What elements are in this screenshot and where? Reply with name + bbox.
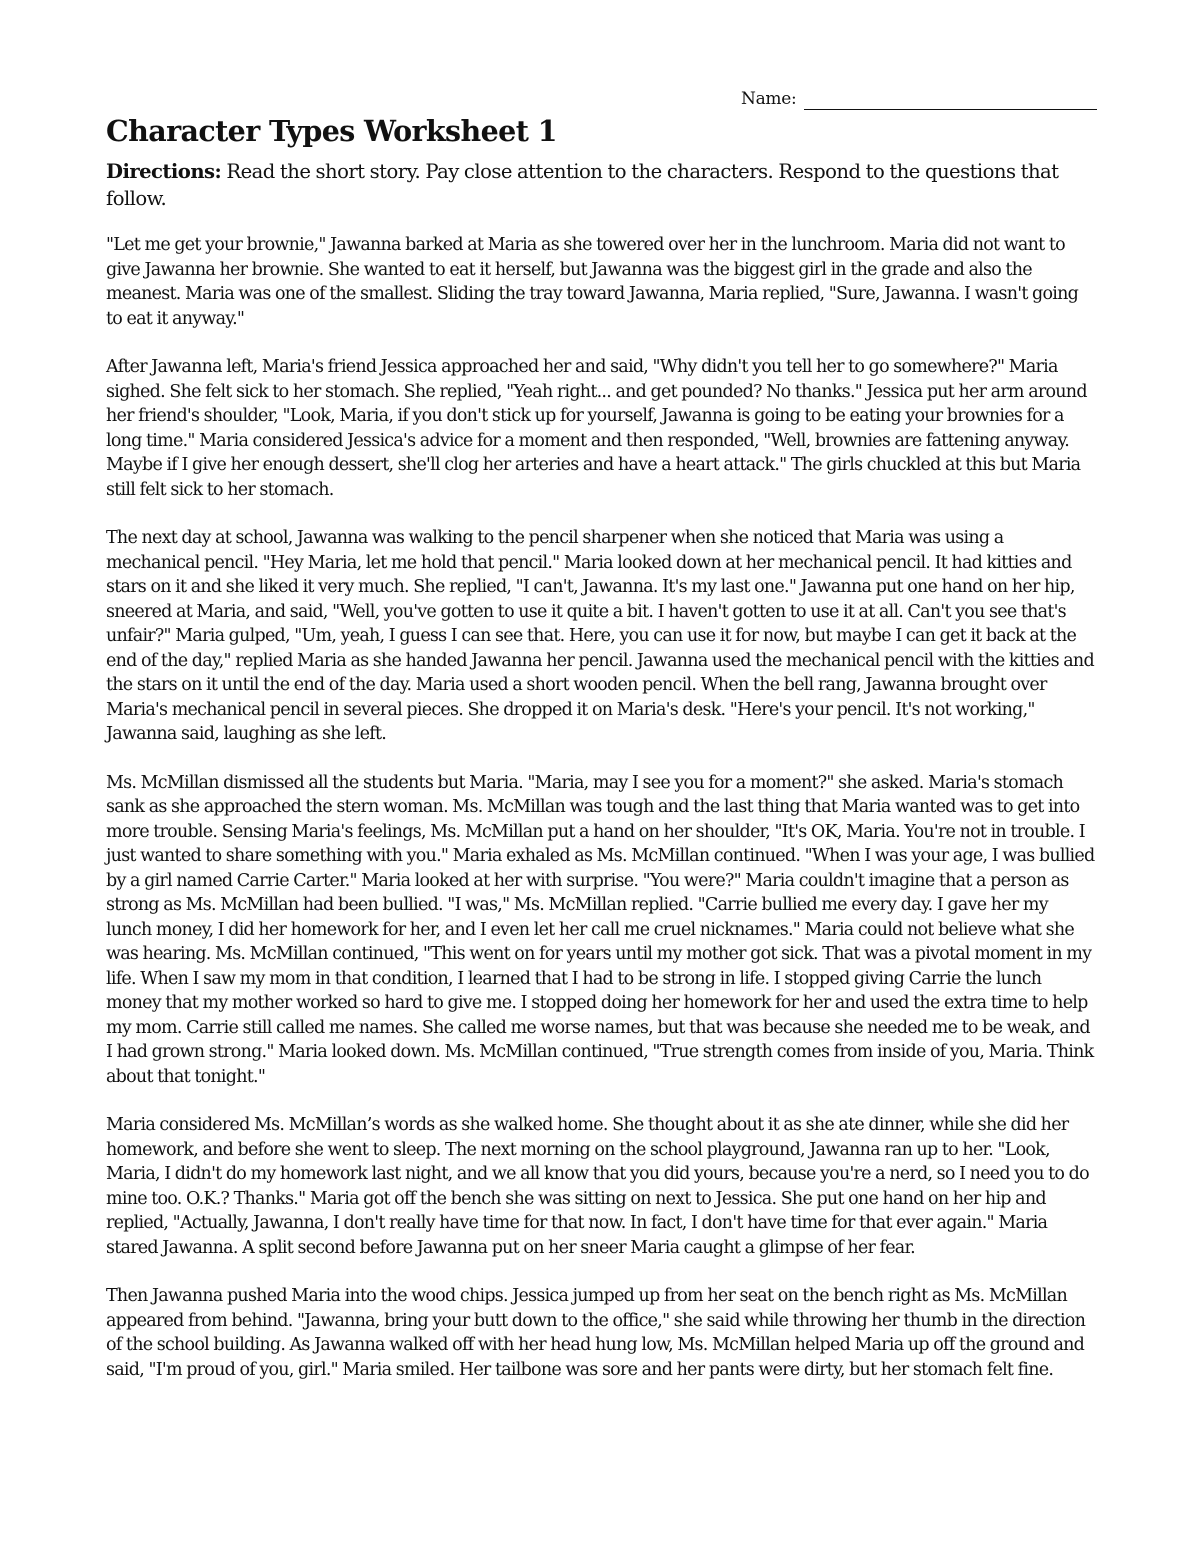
name-label: Name: (741, 89, 797, 109)
directions-text: Read the short story. Pay close attention to the characters. Respond to the questions that follow. (106, 160, 1059, 210)
directions (106, 158, 1096, 212)
worksheet-title: Character Types Worksheet 1 (106, 114, 557, 148)
directions-label: Directions: (106, 160, 222, 183)
name-blank-line (804, 91, 1097, 110)
story-paragraph: Then Jawanna pushed Maria into the wood chips. Jessica jumped up from her seat on the bench right as Ms. McMillan appeared from behind. "Jawanna, bring your butt down to the office," she said while throwing her thumb in the direction of the school building. As Jawanna walked off with her head hung low, Ms. McMillan helped Maria up off the ground and said, "I'm proud of you, girl." Maria smiled. Her tailbone was sore and her pants were dirty, but her stomach felt fine. (106, 1286, 1086, 1380)
name-field (741, 88, 1097, 110)
story-paragraph: Maria considered Ms. McMillan’s words as she walked home. She thought about it as she ate dinner, while she did her homework, and before she went to sleep. The next morning on the school playground, Jawanna ran up to her. "Look, Maria, I didn't do my homework last night, and we all know that you did yours, because you're a nerd, so I need you to do mine too. O.K.? Thanks." Maria got off the bench she was sitting on next to Jessica. She put one hand on her hip and replied, "Actually, Jawanna, I don't really have time for that now. In fact, I don't have time for that ever again." Maria stared Jawanna. A split second before Jawanna put on her sneer Maria caught a glimpse of her fear. (106, 1115, 1089, 1258)
story-paragraph: Ms. McMillan dismissed all the students but Maria. "Maria, may I see you for a moment?" she asked. Maria's stomach sank as she approached the stern woman. Ms. McMillan was tough and the last thing that Maria wanted was to get into more trouble. Sensing Maria's feelings, Ms. McMillan put a hand on her shoulder, "It's OK, Maria. You're not in trouble. I just wanted to share something with you." Maria exhaled as Ms. McMillan continued. "When I was your age, I was bullied by a girl named Carrie Carter." Maria looked at her with surprise. "You were?" Maria couldn't imagine that a person as strong as Ms. McMillan had been bullied. "I was," Ms. McMillan replied. "Carrie bullied me every day. I gave her my lunch money, I did her homework for her, and I even let her call me cruel nicknames." Maria could not believe what she was hearing. Ms. McMillan continued, "This went on for years until my mother got sick. That was a pivotal moment in my life. When I saw my mom in that condition, I learned that I had to be strong in life. I stopped giving Carrie the lunch money that my mother worked so hard to give me. I stopped doing her homework for her and used the extra time to help my mom. Carrie still called me names. She called me worse names, but that was because she needed me to be weak, and I had grown strong." Maria looked down. Ms. McMillan continued, "True strength comes from inside of you, Maria. Think about that tonight." (106, 772, 1095, 1087)
story-paragraph: The next day at school, Jawanna was walking to the pencil sharpener when she noticed that Maria was using a mechanical pencil. "Hey Maria, let me hold that pencil." Maria looked down at her mechanical pencil. It had kitties and stars on it and she liked it very much. She replied, "I can't, Jawanna. It's my last one." Jawanna put one hand on her hip, sneered at Maria, and said, "Well, you've gotten to use it quite a bit. I haven't gotten to use it at all. Can't you see that's unfair?" Maria gulped, "Um, yeah, I guess I can see that. Here, you can use it for now, but maybe I can get it back at the end of the day," replied Maria as she handed Jawanna her pencil. Jawanna used the mechanical pencil with the kitties and the stars on it until the end of the day. Maria used a short wooden pencil. When the bell rang, Jawanna brought over Maria's mechanical pencil in several pieces. She dropped it on Maria's desk. "Here's your pencil. It's not working," Jawanna said, laughing as she left. (106, 528, 1094, 744)
story-paragraph: After Jawanna left, Maria's friend Jessica approached her and said, "Why didn't you tell her to go somewhere?" Maria sighed. She felt sick to her stomach. She replied, "Yeah right... and get pounded? No thanks." Jessica put her arm around her friend's shoulder, "Look, Maria, if you don't stick up for yourself, Jawanna is going to be eating your brownies for a long time." Maria considered Jessica's advice for a moment and then responded, "Well, brownies are fattening anyway. Maybe if I give her enough dessert, she'll clog her arteries and have a heart attack." The girls chuckled at this but Maria still felt sick to her stomach. (106, 357, 1087, 500)
story-paragraph: "Let me get your brownie," Jawanna barked at Maria as she towered over her in the lunchroom. Maria did not want to give Jawanna her brownie. She wanted to eat it herself, but Jawanna was the biggest girl in the grade and also the meanest. Maria was one of the smallest. Sliding the tray toward Jawanna, Maria replied, "Sure, Jawanna. I wasn't going to eat it anyway." (106, 235, 1079, 329)
story (106, 233, 1096, 1406)
